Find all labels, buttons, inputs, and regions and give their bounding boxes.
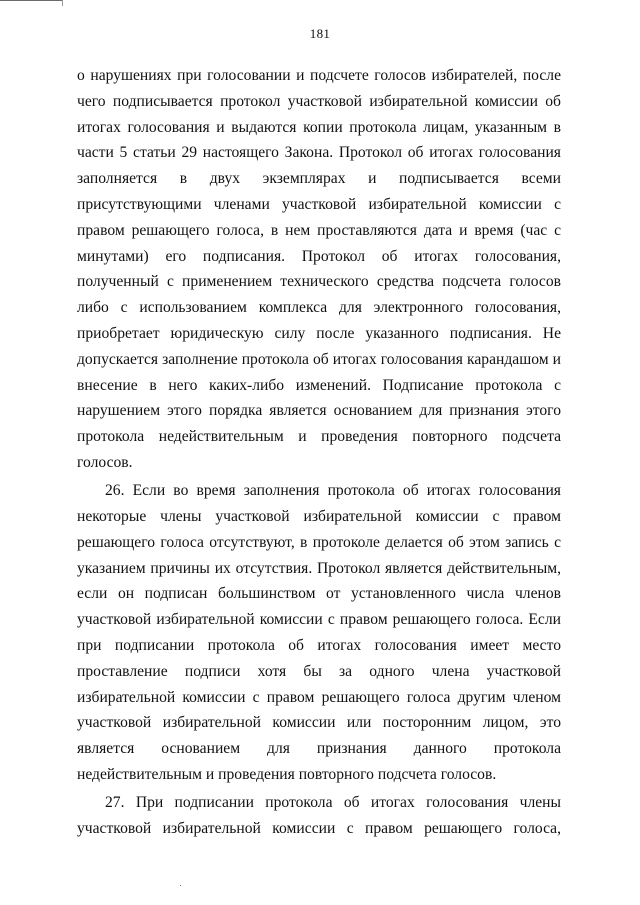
- scan-edge-mark: [0, 0, 62, 1]
- scan-speck: [180, 885, 181, 886]
- paragraph-continued: о нарушениях при голосовании и подсчете голосов избирателей, после чего подписывается протокол участковой избирательной комиссии об итогах голосования и выдаются копии протокола лицам, указанным в части 5 статьи 29 настоящего Закона. Протокол об итогах голосования заполняется в двух экземплярах и подписывается всеми присутствующими членами участковой избирательной комиссии с правом решающего голоса, в нем проставляются дата и время (час с минутами) его подписания. Протокол об итогах голосования, полученный с применением технического средства подсчета голосов либо с использованием комплекса для электронного голосования, приобретает юридическую силу после указанного подписания. Не допускается заполнение протокола об итогах голосования карандашом и внесение в него каких-либо изменений. Подписание протокола с нарушением этого порядка является основанием для признания этого протокола недействительным и проведения повторного подсчета голосов.: [77, 67, 561, 471]
- page-number: 181: [309, 26, 331, 41]
- paragraph-item-26: 26. Если во время заполнения протокола об итогах голосования некоторые члены участковой избирательной комиссии с правом решающего голоса отсутствуют, в протоколе делается об этом запись с указанием причины их отсутствия. Протокол является действительным, если он подписан большинством от установленного числа членов участковой избирательной комиссии с правом решающего голоса. Если при подписании протокола об итогах голосования имеет место проставление подписи хотя бы за одного члена участковой избирательной комиссии с правом решающего голоса другим членом участковой избирательной комиссии или посторонним лицом, это является основанием для признания данного протокола недействительным и проведения повторного подсчета голосов.: [77, 482, 561, 784]
- scan-edge-mark-vertical: [62, 0, 63, 6]
- paragraph-item-27: 27. При подписании протокола об итогах голосования члены участковой избирательной комиссии с правом решающего голоса,: [77, 794, 561, 838]
- document-body: [77, 63, 561, 844]
